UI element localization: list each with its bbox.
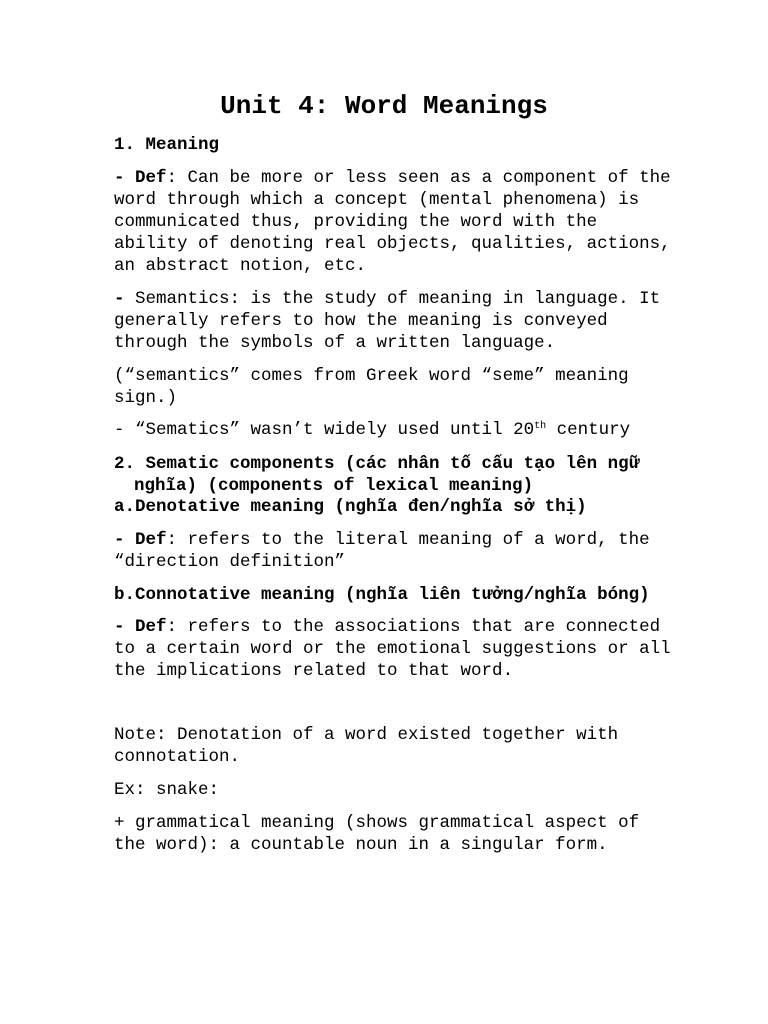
def-text-line: ability of denoting real objects, qualities, actions, <box>114 234 671 254</box>
grammatical-text-line: + grammatical meaning (shows grammatical aspect of <box>114 813 640 833</box>
paragraph-grammatical <box>114 812 694 856</box>
def-text-line: : Can be more or less seen as a component of the <box>166 168 671 188</box>
paragraph-origin <box>114 365 694 409</box>
semantics-text-line: generally refers to how the meaning is conveyed <box>114 311 608 331</box>
heading-line: 2. Sematic components (các nhân tố cấu tạo lên ngữ <box>114 454 640 474</box>
semantics-text-line: Semantics: is the study of meaning in language. It <box>124 289 661 309</box>
origin-text-line: sign.) <box>114 388 178 408</box>
subheading-connotative: b.Connotative meaning (nghĩa liên tưởng/nghĩa bóng) <box>114 585 650 605</box>
semantics-text-line: through the symbols of a written language. <box>114 333 556 353</box>
def-text-line: word through which a concept (mental phenomena) is <box>114 190 640 210</box>
def-label: - Def <box>114 617 167 637</box>
usage-text: - “Sematics” wasn’t widely used until 20 <box>114 420 535 440</box>
note-text-line: Note: Denotation of a word existed together with <box>114 725 619 745</box>
paragraph-connotative-def <box>114 616 694 682</box>
section-heading-components <box>114 453 694 497</box>
paragraph-semantics <box>114 288 694 354</box>
paragraph-note <box>114 724 694 768</box>
paragraph-denotative-def <box>114 529 694 573</box>
def-text-line: to a certain word or the emotional suggestions or all <box>114 639 671 659</box>
def-text-line: the implications related to that word. <box>114 661 514 681</box>
section-heading-meaning: 1. Meaning <box>114 135 220 155</box>
page-title: Unit 4: Word Meanings <box>220 91 548 121</box>
def-text-line: an abstract notion, etc. <box>114 256 367 276</box>
semantics-dash: - <box>114 289 125 309</box>
def-text-line: “direction definition” <box>114 552 346 572</box>
subheading-denotative: a.Denotative meaning (nghĩa đen/nghĩa sở thị) <box>114 497 587 517</box>
origin-text-line: (“semantics” comes from Greek word “seme” meaning <box>114 366 629 386</box>
heading-line: nghĩa) (components of lexical meaning) <box>134 476 534 496</box>
def-label: - Def <box>114 530 167 550</box>
def-text-line: communicated thus, providing the word with the <box>114 212 598 232</box>
def-text-line: : refers to the associations that are connected <box>166 617 661 637</box>
paragraph-example: Ex: snake: <box>114 780 220 800</box>
def-label: - Def <box>114 168 167 188</box>
usage-text-end: century <box>546 420 631 440</box>
def-text-line: : refers to the literal meaning of a word, the <box>166 530 650 550</box>
paragraph-definition <box>114 167 694 277</box>
usage-superscript: th <box>534 421 547 432</box>
grammatical-text-line: the word): a countable noun in a singular form. <box>114 835 608 855</box>
note-text-line: connotation. <box>114 747 241 767</box>
paragraph-usage <box>114 419 694 441</box>
